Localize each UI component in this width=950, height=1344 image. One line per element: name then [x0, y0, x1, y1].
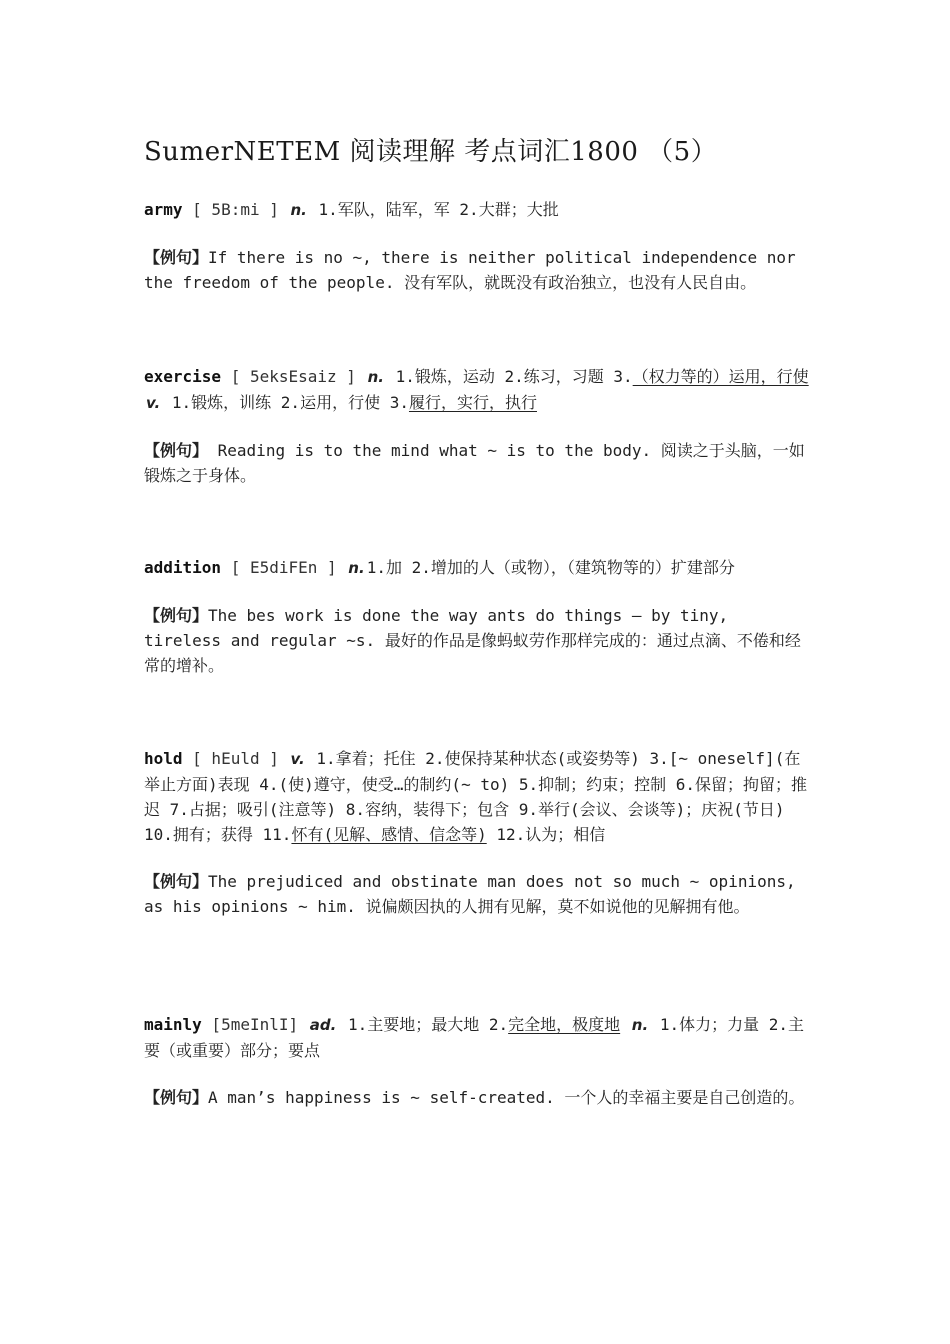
underlined-definition: 履行，实行，执行: [408, 393, 537, 412]
headword: army: [144, 200, 183, 219]
part-of-speech: v.: [146, 394, 161, 412]
underlined-definition: 完全地，极度地: [508, 1015, 621, 1034]
example-label: 【例句】: [144, 441, 209, 460]
definition-text: 1.主要地；最大地 2.: [338, 1015, 509, 1034]
part-of-speech: n.: [290, 201, 307, 219]
phonetic: [ 5B:mi ]: [182, 200, 289, 219]
part-of-speech: v.: [290, 750, 305, 768]
entry-definition: [144, 555, 810, 581]
part-of-speech: n.: [348, 559, 365, 577]
headword: mainly: [144, 1015, 202, 1034]
entry-definition: [144, 197, 810, 223]
entry-mainly: [144, 1012, 810, 1110]
entry-hold: [144, 746, 810, 919]
example-label: 【例句】: [144, 606, 209, 625]
example-sentence: [144, 1085, 810, 1110]
example-sentence: [144, 245, 810, 295]
example-text: If there is no ~, there is neither political independence nor the freedom of the people. 没有军队，就既没有政治独立，也没有人民自由。: [144, 248, 796, 292]
document-title: SumerNETEM 阅读理解 考点词汇1800 （5）: [144, 137, 718, 167]
phonetic: [ hEuld ]: [182, 749, 289, 768]
definition-text: 1.军队，陆军，军 2.大群；大批: [308, 200, 559, 219]
headword: hold: [144, 749, 183, 768]
definition-text: 1.加 2.增加的人（或物），（建筑物等的）扩建部分: [366, 558, 735, 577]
example-text: The bes work is done the way ants do things — by tiny, tireless and regular ~s. 最好的作品是像蚂蚁劳作那样完成的：通过点滴、不倦和经常的增补。: [144, 606, 801, 675]
example-text: Reading is to the mind what ~ is to the body. 阅读之于头脑，一如锻炼之于身体。: [144, 441, 805, 485]
part-of-speech: ad.: [309, 1016, 337, 1034]
entry-exercise: [144, 364, 810, 488]
entry-definition: [144, 1012, 810, 1063]
example-sentence: [144, 603, 810, 678]
example-sentence: [144, 438, 810, 488]
example-sentence: [144, 869, 810, 919]
example-label: 【例句】: [144, 1088, 209, 1107]
entry-army: [144, 197, 810, 295]
phonetic: [ 5eksEsaiz ]: [221, 367, 366, 386]
phonetic: [ E5diFEn ]: [221, 558, 347, 577]
phonetic: [5meInlI]: [201, 1015, 308, 1034]
definition-text: 1.锻炼，训练 2.运用，行使 3.: [162, 393, 409, 412]
part-of-speech: n.: [631, 1016, 649, 1034]
definition-text: 1.锻炼，运动 2.练习，习题 3.: [385, 367, 633, 386]
example-label: 【例句】: [144, 248, 209, 267]
definition-text: 1.体力；力量 2.主要（或重要）部分；要点: [144, 1015, 804, 1060]
underlined-definition: 怀有(见解、感情、信念等): [291, 825, 487, 844]
entry-addition: [144, 555, 810, 678]
headword: addition: [144, 558, 222, 577]
example-text: A man’s happiness is ~ self-created. 一个人的幸福主要是自己创造的。: [208, 1088, 805, 1107]
definition-text: 1.拿着；托住 2.使保持某种状态(或姿势等) 3.[~ oneself](在举止方面)表现 4.(使)遵守，使受…的制约(~ to) 5.抑制；约束；控制 6.保留；拘留；推迟 7.占据；吸引(注意等) 8.容纳，装得下；包含 9.举行(会议、会谈等)；庆祝(节日) 10.拥有；获得 11.: [144, 749, 808, 844]
headword: exercise: [144, 367, 222, 386]
underlined-definition: （权力等的）运用，行使: [632, 367, 809, 386]
example-text: The prejudiced and obstinate man does not so much ~ opinions, as his opinions ~ him. 说偏颇因执的人拥有见解，莫不如说他的见解拥有他。: [144, 872, 796, 916]
definition-text: 12.认为；相信: [486, 825, 606, 844]
entry-definition: [144, 364, 810, 416]
entry-definition: [144, 746, 810, 847]
part-of-speech: n.: [367, 368, 384, 386]
example-label: 【例句】: [144, 872, 209, 891]
